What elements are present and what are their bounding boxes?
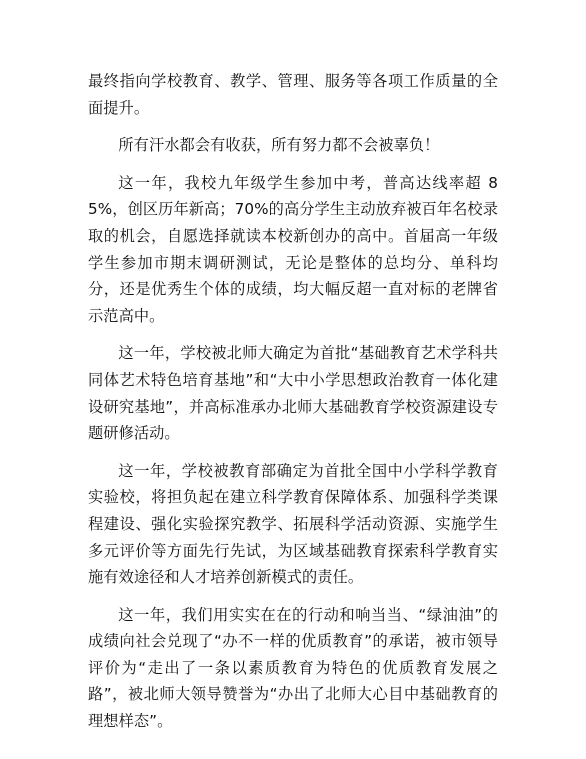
paragraph-exam-results: 这一年，我校九年级学生参加中考，普高达线率超 85%，创区历年新高；70%的高分学生主动放弃被百年名校录取的机会，自愿选择就读本校新创办的高中。首届高一年级学生参加市期末调研测试，无论是整体的总均分、单科均分，还是优秀生个体的成绩，均大幅反超一直对标的老牌省示范高中。	[88, 173, 498, 325]
paragraph-commitment: 这一年，我们用实实在在的行动和响当当、“绿油油”的成绩向社会兑现了“办不一样的优质教育”的承诺，被市领导评价为“走出了一条以素质教育为特色的优质教育发展之路”，被北师大领导赞誉为“办出了北师大心目中基础教育的理想样态”。	[88, 605, 498, 731]
paragraph-science-education: 这一年，学校被教育部确定为首批全国中小学科学教育实验校，将担负起在建立科学教育保障体系、加强科学类课程建设、强化实验探究教学、拓展科学活动资源、实施学生多元评价等方面先行先试，为区域基础教育探索科学教育实施有效途径和人才培养创新模式的责任。	[88, 461, 498, 587]
paragraph-conclusion: 最终指向学校教育、教学、管理、服务等各项工作质量的全面提升。	[88, 72, 498, 117]
paragraph-motto: 所有汗水都会有收获，所有努力都不会被辜负！	[118, 136, 440, 155]
paragraph-bnu-bases: 这一年，学校被北师大确定为首批“基础教育艺术学科共同体艺术特色培育基地”和“大中小学思想政治教育一体化建设研究基地”，并高标准承办北师大基础教育学校资源建设专题研修活动。	[88, 344, 498, 443]
